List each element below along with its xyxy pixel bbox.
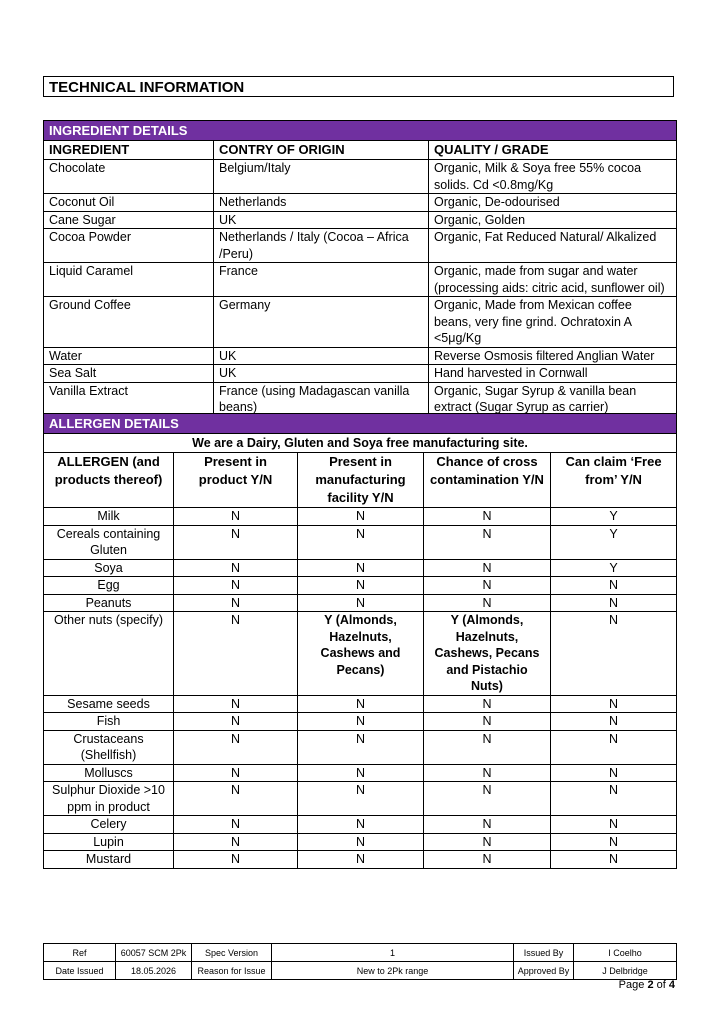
quality-grade: Organic, De-odourised: [429, 194, 677, 212]
present-in-product: N: [174, 695, 298, 713]
spec-version-label: Spec Version: [192, 944, 272, 962]
country-of-origin: UK: [214, 347, 429, 365]
country-of-origin: Netherlands / Italy (Cocoa – Africa /Peru): [214, 229, 429, 263]
cross-contamination: N: [424, 525, 551, 559]
page-total: 4: [668, 979, 675, 991]
cross-contamination: N: [424, 851, 551, 869]
present-in-product: N: [174, 851, 298, 869]
free-from-claim: N: [551, 695, 677, 713]
ingredient-row: [44, 365, 677, 383]
present-in-product: N: [174, 833, 298, 851]
present-in-product: N: [174, 612, 298, 696]
ingredient-name: Chocolate: [44, 160, 214, 194]
present-in-facility: N: [298, 577, 424, 595]
quality-grade: Organic, Sugar Syrup & vanilla bean extract (Sugar Syrup as carrier): [429, 382, 677, 416]
ingredient-name: Water: [44, 347, 214, 365]
approved-by-label: Approved By: [514, 962, 574, 980]
allergen-row: [44, 559, 677, 577]
quality-grade: Organic, Made from Mexican coffee beans, very fine grind. Ochratoxin A <5μg/Kg: [429, 297, 677, 348]
allergen-name: Cereals containing Gluten: [44, 525, 174, 559]
present-in-facility: N: [298, 508, 424, 526]
cross-contamination: N: [424, 764, 551, 782]
cross-contamination: N: [424, 782, 551, 816]
allergen-name: Milk: [44, 508, 174, 526]
allergen-rows: [44, 508, 677, 869]
ingredient-name: Cocoa Powder: [44, 229, 214, 263]
ingredient-row: [44, 297, 677, 348]
cross-contamination: N: [424, 816, 551, 834]
allergen-row: [44, 508, 677, 526]
quality-grade: Organic, Fat Reduced Natural/ Alkalized: [429, 229, 677, 263]
ingredient-details-table: [43, 120, 677, 417]
reason-label: Reason for Issue: [192, 962, 272, 980]
allergen-name: Soya: [44, 559, 174, 577]
allergen-header-row: [44, 453, 677, 508]
header-ingredient: INGREDIENT: [44, 141, 214, 160]
present-in-facility: N: [298, 782, 424, 816]
quality-grade: Reverse Osmosis filtered Anglian Water: [429, 347, 677, 365]
allergen-name: Molluscs: [44, 764, 174, 782]
country-of-origin: UK: [214, 211, 429, 229]
free-from-claim: Y: [551, 508, 677, 526]
allergen-name: Sesame seeds: [44, 695, 174, 713]
approved-by-value: J Delbridge: [574, 962, 677, 980]
ingredient-name: Cane Sugar: [44, 211, 214, 229]
allergen-name: Lupin: [44, 833, 174, 851]
present-in-product: N: [174, 816, 298, 834]
cross-contamination: N: [424, 594, 551, 612]
free-from-claim: N: [551, 833, 677, 851]
ingredient-row: [44, 263, 677, 297]
ingredient-name: Ground Coffee: [44, 297, 214, 348]
ingredient-name: Coconut Oil: [44, 194, 214, 212]
allergen-name: Egg: [44, 577, 174, 595]
cross-contamination: N: [424, 577, 551, 595]
free-from-claim: N: [551, 730, 677, 764]
free-from-claim: N: [551, 594, 677, 612]
allergen-row: [44, 730, 677, 764]
document-control-table: [43, 943, 677, 980]
page-prefix: Page: [618, 979, 645, 991]
ingredient-row: [44, 194, 677, 212]
country-of-origin: France (using Madagascan vanilla beans): [214, 382, 429, 416]
present-in-facility: N: [298, 713, 424, 731]
country-of-origin: Germany: [214, 297, 429, 348]
free-from-claim: N: [551, 816, 677, 834]
present-in-facility: N: [298, 851, 424, 869]
header-country-of-origin: CONTRY OF ORIGIN: [214, 141, 429, 160]
country-of-origin: Belgium/Italy: [214, 160, 429, 194]
spec-version-value: 1: [272, 944, 514, 962]
free-from-claim: N: [551, 764, 677, 782]
allergen-details-table: [43, 413, 677, 869]
present-in-product: N: [174, 559, 298, 577]
present-in-facility: N: [298, 559, 424, 577]
cross-contamination: N: [424, 508, 551, 526]
date-issued-label: Date Issued: [44, 962, 116, 980]
allergen-row: [44, 816, 677, 834]
free-from-claim: N: [551, 612, 677, 696]
ref-value: 60057 SCM 2Pk: [116, 944, 192, 962]
free-from-claim: Y: [551, 559, 677, 577]
quality-grade: Hand harvested in Cornwall: [429, 365, 677, 383]
free-from-claim: N: [551, 782, 677, 816]
page-of: of: [656, 979, 666, 991]
present-in-product: N: [174, 577, 298, 595]
header-quality-grade: QUALITY / GRADE: [429, 141, 677, 160]
allergen-row: [44, 577, 677, 595]
present-in-product: N: [174, 713, 298, 731]
allergen-row: [44, 764, 677, 782]
allergen-name: Fish: [44, 713, 174, 731]
allergen-row: [44, 833, 677, 851]
cross-contamination: N: [424, 730, 551, 764]
page-current: 2: [647, 979, 654, 991]
page-number: [619, 978, 675, 992]
allergen-name: Sulphur Dioxide >10 ppm in product: [44, 782, 174, 816]
allergen-row: [44, 851, 677, 869]
present-in-facility: N: [298, 764, 424, 782]
allergen-row: [44, 782, 677, 816]
country-of-origin: UK: [214, 365, 429, 383]
date-issued-value: 18.05.2026: [116, 962, 192, 980]
ingredient-header-row: [44, 141, 677, 160]
present-in-product: N: [174, 594, 298, 612]
present-in-product: N: [174, 730, 298, 764]
ingredient-row: [44, 229, 677, 263]
present-in-product: N: [174, 764, 298, 782]
cross-contamination: N: [424, 713, 551, 731]
allergen-name: Celery: [44, 816, 174, 834]
allergen-row: [44, 525, 677, 559]
country-of-origin: Netherlands: [214, 194, 429, 212]
present-in-facility: Y (Almonds, Hazelnuts, Cashews and Pecans): [298, 612, 424, 696]
cross-contamination: N: [424, 695, 551, 713]
allergen-name: Crustaceans (Shellfish): [44, 730, 174, 764]
ingredient-rows: [44, 160, 677, 417]
allergen-name: Mustard: [44, 851, 174, 869]
free-from-claim: N: [551, 851, 677, 869]
issued-by-value: I Coelho: [574, 944, 677, 962]
ingredient-name: Liquid Caramel: [44, 263, 214, 297]
ingredient-row: [44, 211, 677, 229]
cross-contamination: Y (Almonds, Hazelnuts, Cashews, Pecans and Pistachio Nuts): [424, 612, 551, 696]
allergen-row: [44, 594, 677, 612]
present-in-facility: N: [298, 833, 424, 851]
site-statement: We are a Dairy, Gluten and Soya free manufacturing site.: [44, 434, 677, 453]
allergen-row: [44, 612, 677, 696]
country-of-origin: France: [214, 263, 429, 297]
technical-information-title: TECHNICAL INFORMATION: [43, 76, 674, 97]
free-from-claim: Y: [551, 525, 677, 559]
ingredient-name: Vanilla Extract: [44, 382, 214, 416]
quality-grade: Organic, made from sugar and water (processing aids: citric acid, sunflower oil): [429, 263, 677, 297]
ingredient-row: [44, 347, 677, 365]
present-in-facility: N: [298, 695, 424, 713]
cross-contamination: N: [424, 833, 551, 851]
allergen-name: Peanuts: [44, 594, 174, 612]
header-present-in-product: Present in product Y/N: [174, 453, 298, 508]
present-in-facility: N: [298, 525, 424, 559]
present-in-product: N: [174, 508, 298, 526]
ingredient-details-banner: INGREDIENT DETAILS: [44, 121, 677, 141]
present-in-product: N: [174, 525, 298, 559]
free-from-claim: N: [551, 713, 677, 731]
ref-label: Ref: [44, 944, 116, 962]
present-in-facility: N: [298, 594, 424, 612]
header-cross-contamination: Chance of cross contamination Y/N: [424, 453, 551, 508]
reason-value: New to 2Pk range: [272, 962, 514, 980]
allergen-row: [44, 695, 677, 713]
ingredient-row: [44, 160, 677, 194]
present-in-product: N: [174, 782, 298, 816]
allergen-row: [44, 713, 677, 731]
quality-grade: Organic, Golden: [429, 211, 677, 229]
ingredient-row: [44, 382, 677, 416]
allergen-details-banner: ALLERGEN DETAILS: [44, 414, 677, 434]
present-in-facility: N: [298, 816, 424, 834]
allergen-name: Other nuts (specify): [44, 612, 174, 696]
header-allergen: ALLERGEN (and products thereof): [44, 453, 174, 508]
issued-by-label: Issued By: [514, 944, 574, 962]
cross-contamination: N: [424, 559, 551, 577]
free-from-claim: N: [551, 577, 677, 595]
present-in-facility: N: [298, 730, 424, 764]
header-present-in-facility: Present in manufacturing facility Y/N: [298, 453, 424, 508]
header-free-from-claim: Can claim ‘Free from’ Y/N: [551, 453, 677, 508]
ingredient-name: Sea Salt: [44, 365, 214, 383]
quality-grade: Organic, Milk & Soya free 55% cocoa solids. Cd <0.8mg/Kg: [429, 160, 677, 194]
